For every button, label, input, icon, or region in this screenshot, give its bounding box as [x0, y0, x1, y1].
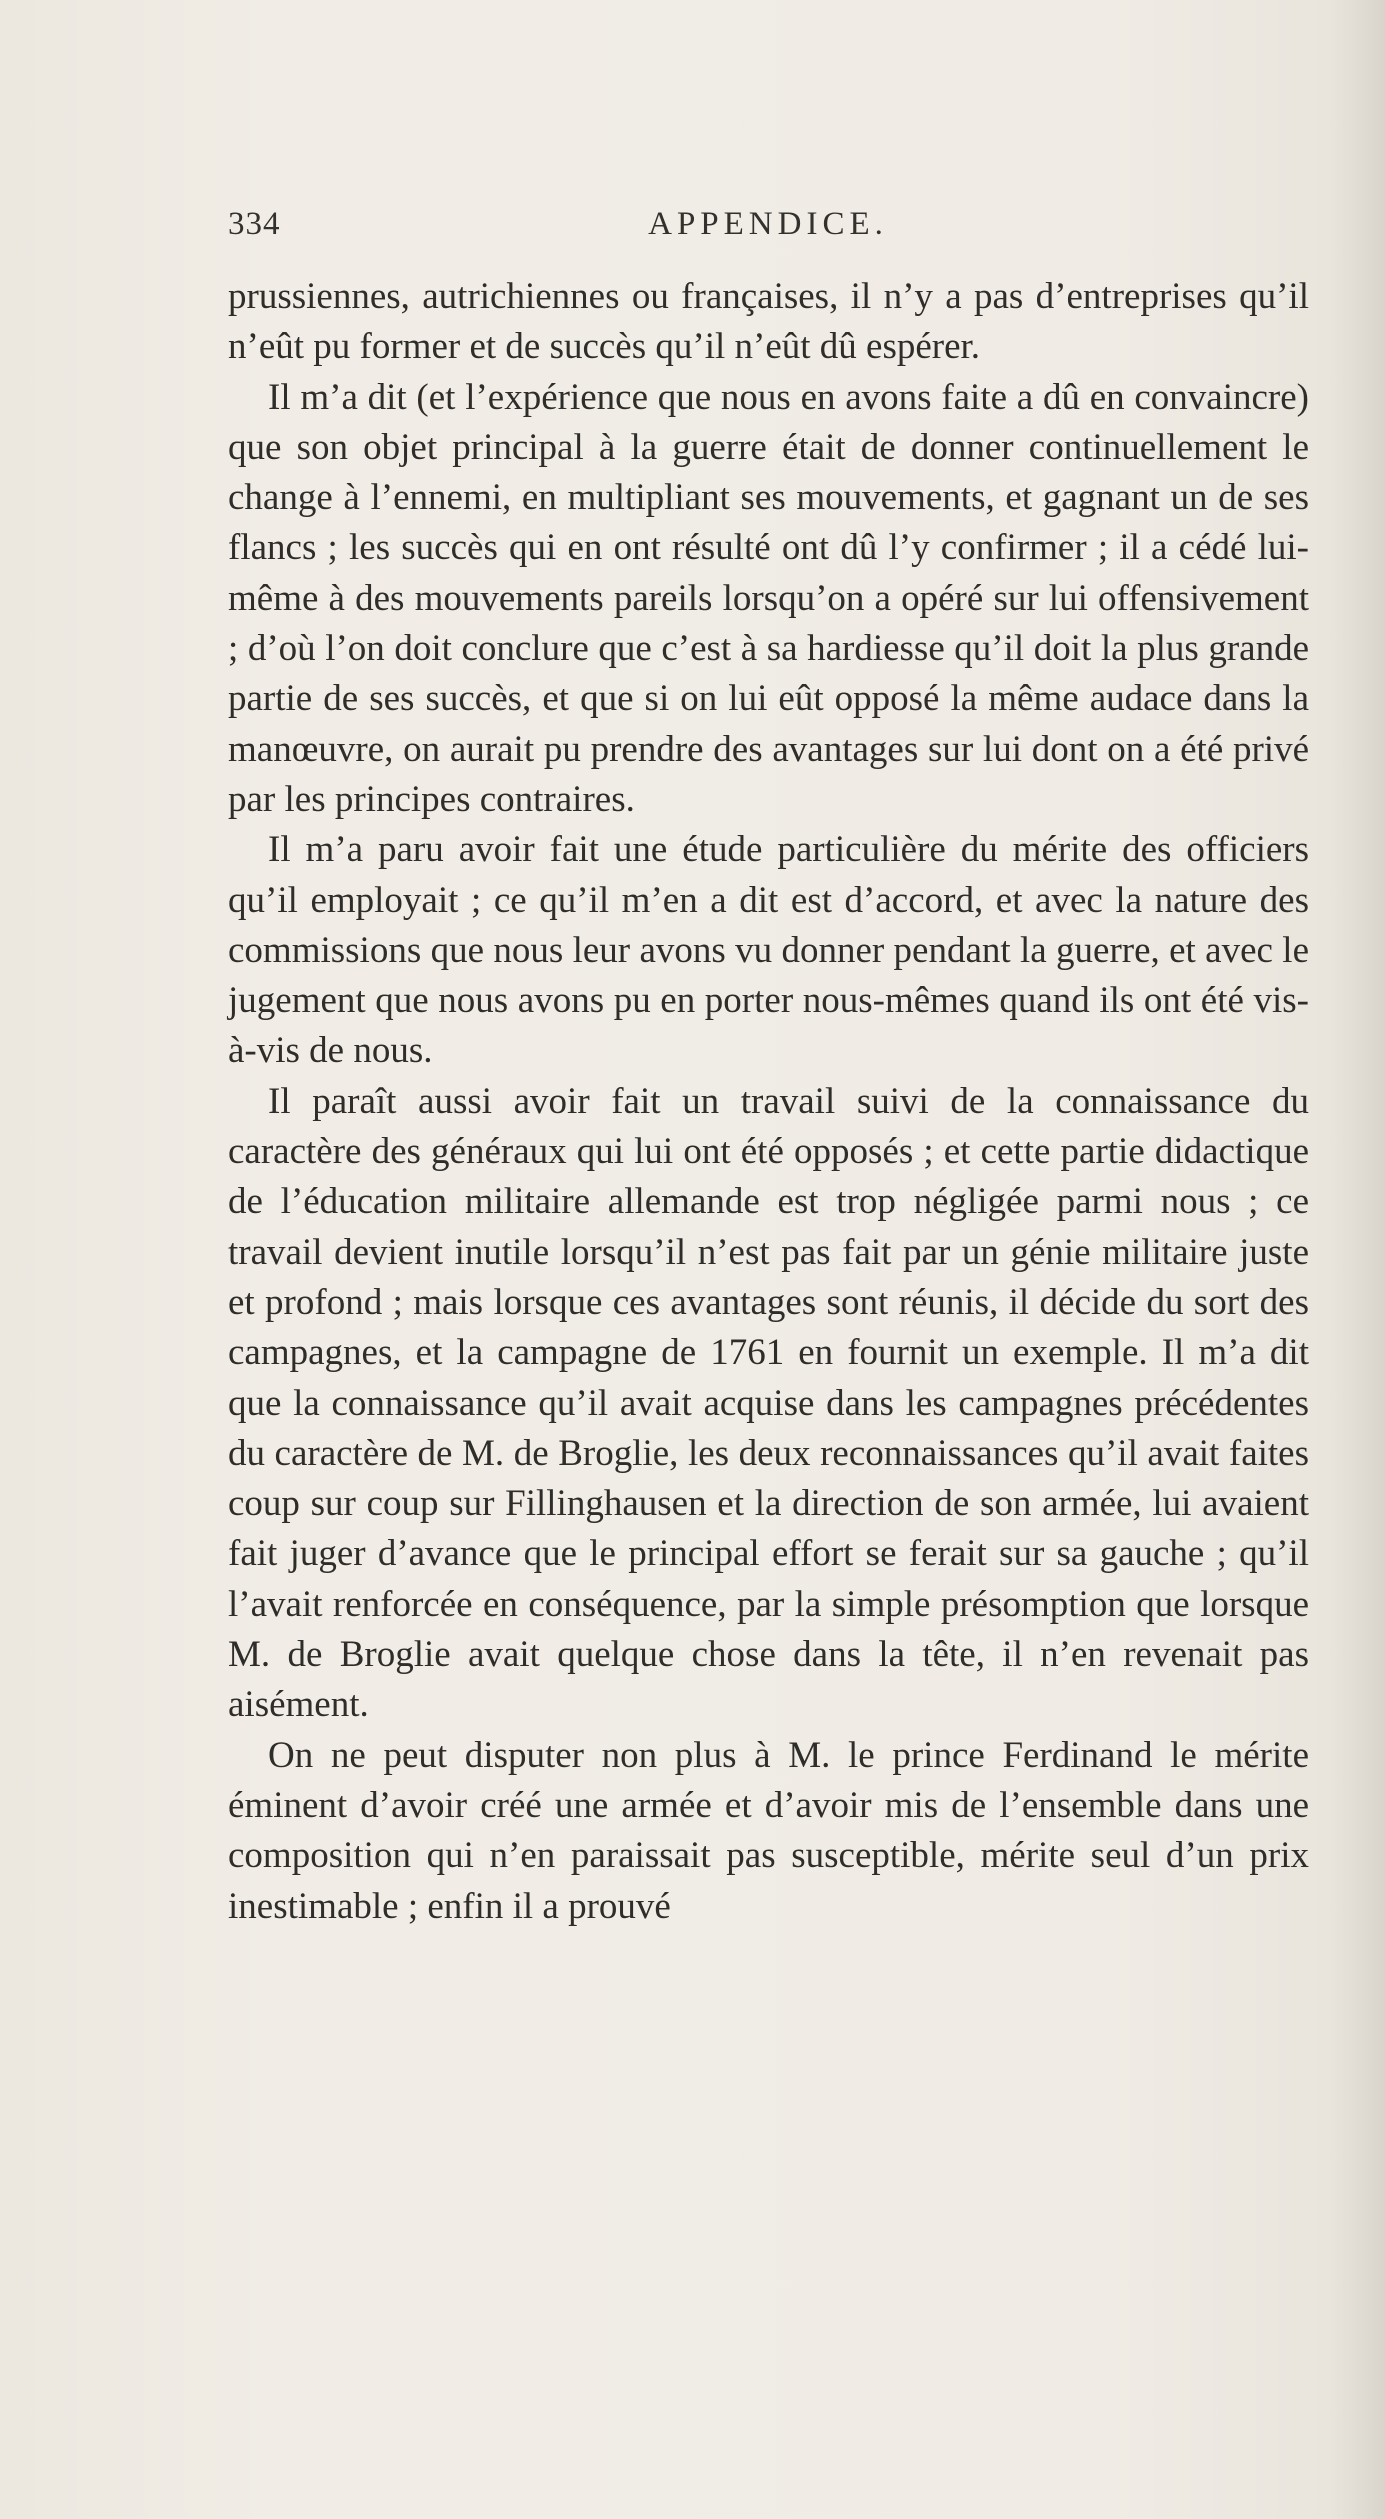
running-head-title: APPENDICE.: [648, 206, 888, 242]
page-number: 334: [228, 206, 281, 242]
paragraph: Il m’a dit (et l’expérience que nous en avons faite a dû en convaincre) que son objet principal à la guerre était de donner continuellement le change à l’ennemi, en multipliant ses mouvements, et gagnant un de ses flancs ; les succès qui en ont résulté ont dû l’y confirmer ; il a cédé lui-même à des mouvements pareils lorsqu’on a opéré sur lui offensivement ; d’où l’on doit conclure que c’est à sa hardiesse qu’il doit la plus grande partie de ses succès, et que si on lui eût opposé la même audace dans la manœuvre, on aurait pu prendre des avantages sur lui dont on a été privé par les principes contraires.: [228, 376, 1309, 820]
paragraph: Il paraît aussi avoir fait un travail suivi de la connaissance du caractère des généraux qui lui ont été opposés ; et cette partie didactique de l’éducation militaire allemande est trop négligée parmi nous ; ce travail devient inutile lorsqu’il n’est pas fait par un génie militaire juste et profond ; mais lorsque ces avantages sont réunis, il décide du sort des campagnes, et la campagne de 1761 en fournit un exemple. Il m’a dit que la connaissance qu’il avait acquise dans les campagnes précédentes du caractère de M. de Broglie, les deux reconnaissances qu’il avait faites coup sur coup sur Fillinghausen et la direction de son armée, lui avaient fait juger d’avance que le principal effort se ferait sur sa gauche ; qu’il l’avait renforcée en conséquence, par la simple présomption que lorsque M. de Broglie avait quelque chose dans la tête, il n’en revenait pas aisément.: [228, 1080, 1309, 1726]
body-text: [228, 272, 1309, 1932]
paragraph: On ne peut disputer non plus à M. le prince Ferdinand le mérite éminent d’avoir créé une armée et d’avoir mis de l’ensemble dans une composition qui n’en paraissait pas susceptible, mérite seul d’un prix inestimable ; enfin il a prouvé: [228, 1734, 1309, 1927]
running-head: [228, 206, 1308, 256]
paragraph-continued: prussiennes, autrichiennes ou françaises, il n’y a pas d’entreprises qu’il n’eût pu former et de succès qu’il n’eût dû espérer.: [228, 276, 1309, 368]
paragraph: Il m’a paru avoir fait une étude particulière du mérite des officiers qu’il employait ; ce qu’il m’en a dit est d’accord, et avec la nature des commissions que nous leur avons vu donner pendant la guerre, et avec le jugement que nous avons pu en porter nous-mêmes quand ils ont été vis-à-vis de nous.: [228, 829, 1309, 1072]
